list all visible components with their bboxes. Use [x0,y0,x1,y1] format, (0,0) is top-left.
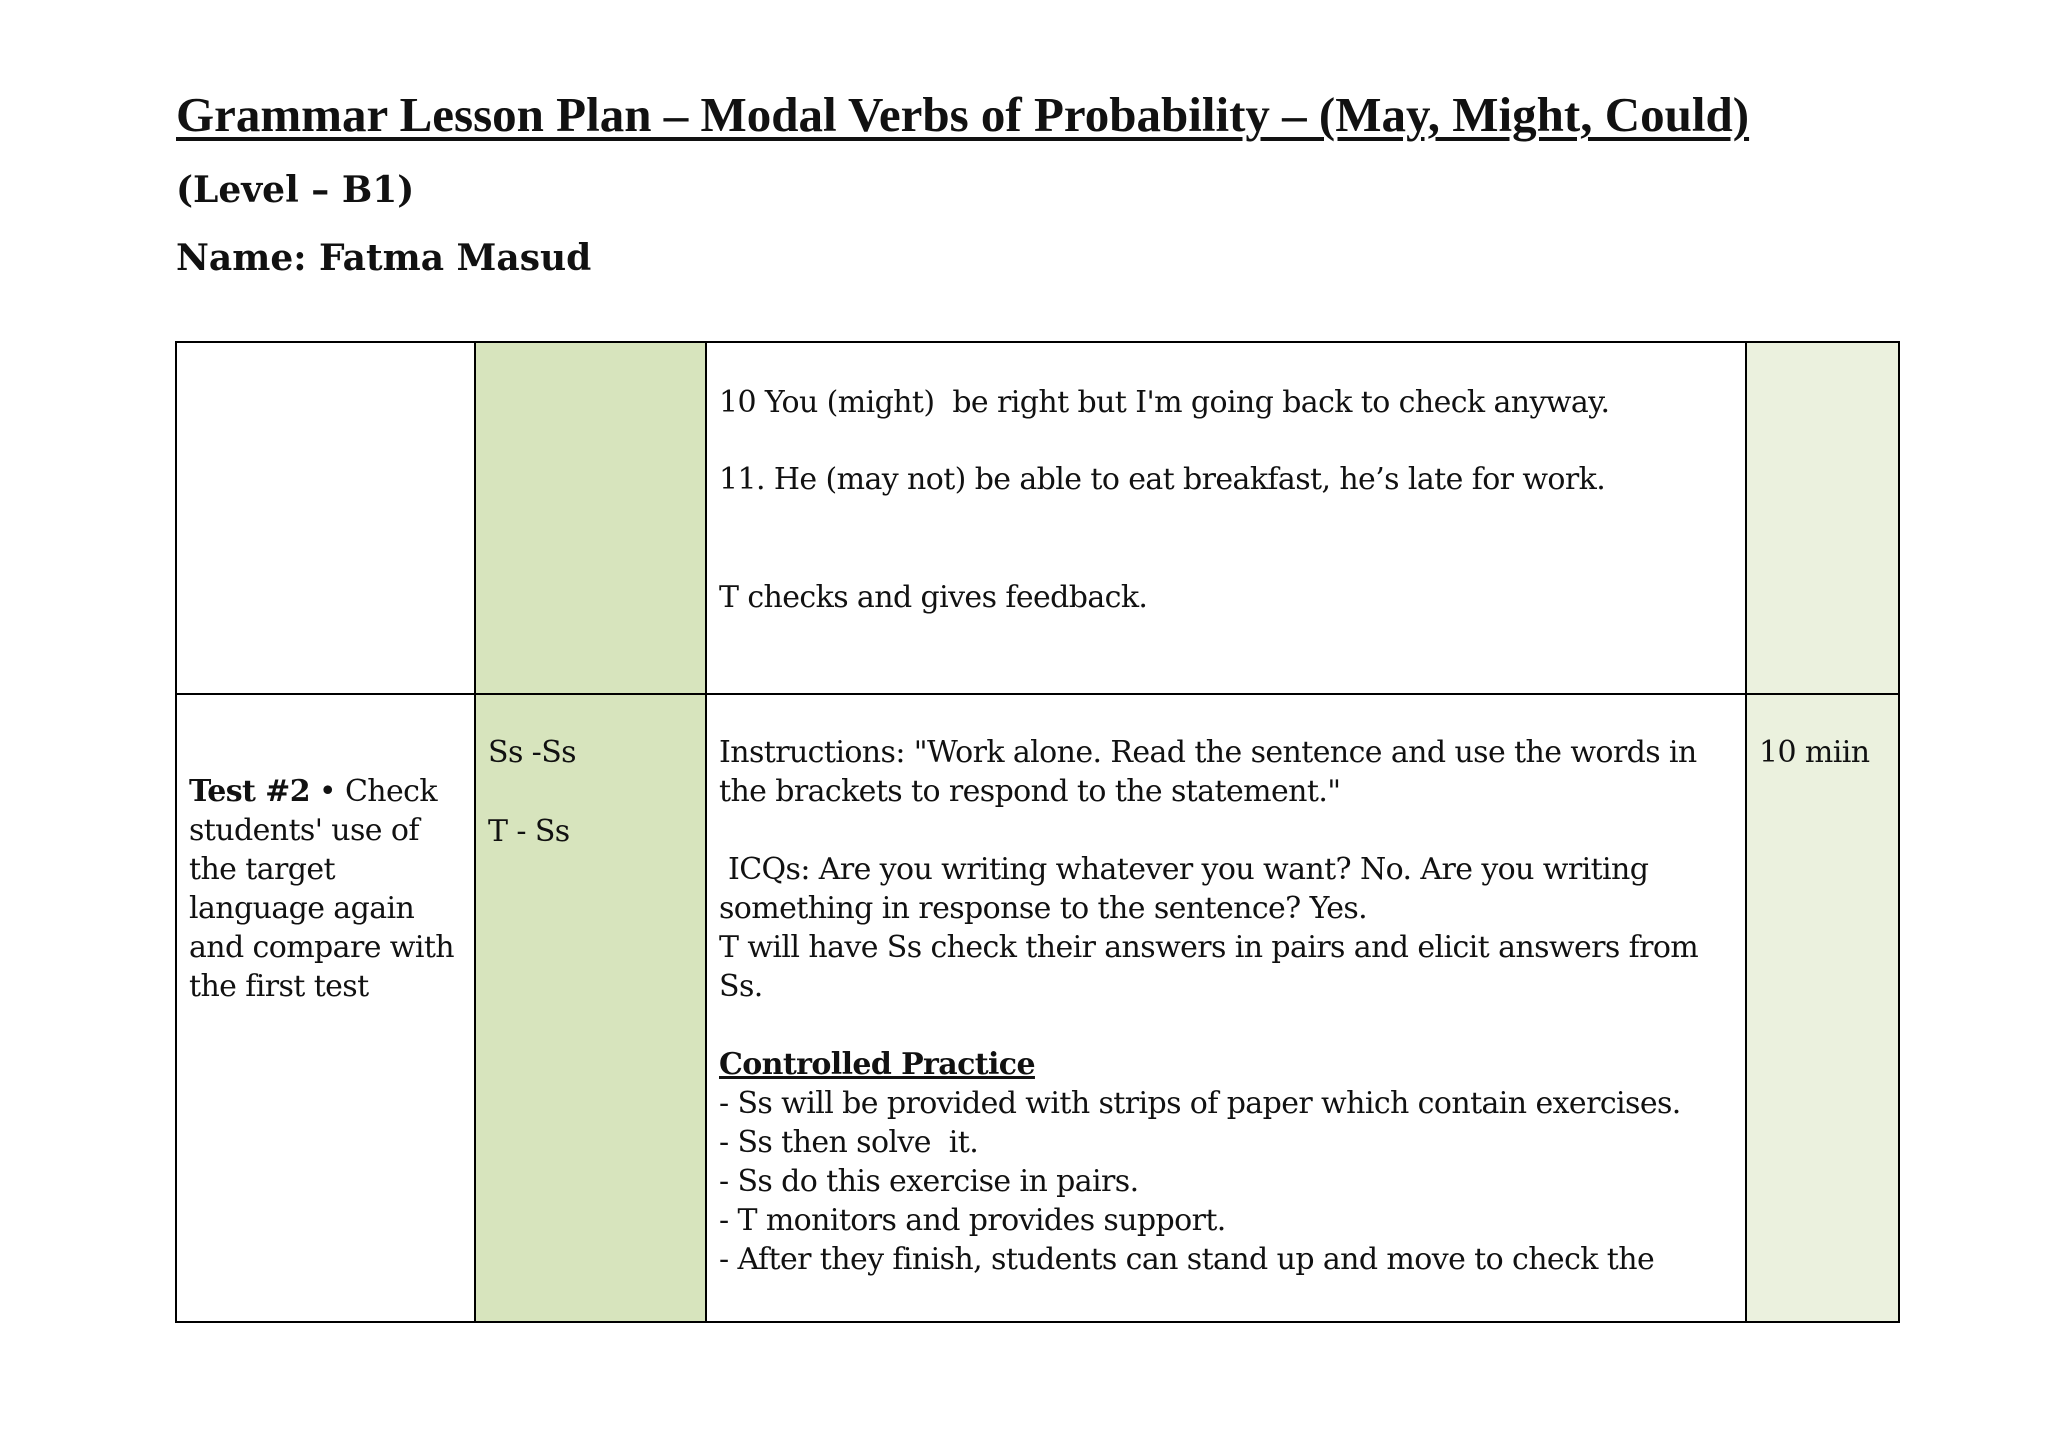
author-name: Name: Fatma Masud [176,237,592,279]
lesson-plan-table [175,341,1900,1323]
interaction-cell [475,342,706,694]
practice-step: - After they finish, students can stand up and move to check the [719,1242,1655,1277]
practice-step: - Ss then solve it. [719,1125,979,1160]
level-label: (Level – B1) [176,169,415,211]
aim-cell [176,694,475,1322]
pairs-check-text: T will have Ss check their answers in pairs and elicit answers from Ss. [719,930,1708,1004]
controlled-practice-heading: Controlled Practice [719,1047,1035,1082]
aim-text: • Check students' use of the target language again and compare with the first test [189,774,455,1004]
table-row [176,694,1899,1322]
procedure-line: 11. He (may not) be able to eat breakfast, he’s late for work. [719,462,1606,497]
instructions-text: Instructions: "Work alone. Read the sentence and use the words in the brackets to respond to the statement." [719,735,1706,809]
interaction-pattern: T - Ss [488,814,570,849]
interaction-content [476,695,705,851]
procedure-line: 10 You (might) be right but I'm going back to check anyway. [719,385,1610,420]
aim-content [177,695,474,1006]
procedure-cell [706,342,1746,694]
interaction-pattern: Ss -Ss [488,735,576,770]
procedure-line: T checks and gives feedback. [719,580,1148,615]
time-cell [1746,694,1899,1322]
icqs-text: ICQs: Are you writing whatever you want? No. Are you writing something in response to the sentence? Yes. [719,852,1658,926]
aim-cell [176,342,475,694]
practice-step: - Ss do this exercise in pairs. [719,1164,1139,1199]
interaction-cell [475,694,706,1322]
procedure-content [707,343,1745,617]
page-title: Grammar Lesson Plan – Modal Verbs of Probability – (May, Might, Could) [176,87,1750,142]
table-row [176,342,1899,694]
time-cell [1746,342,1899,694]
practice-step: - T monitors and provides support. [719,1203,1226,1238]
time-text: 10 miin [1759,735,1870,770]
practice-step: - Ss will be provided with strips of paper which contain exercises. [719,1086,1681,1121]
procedure-cell [706,694,1746,1322]
procedure-content [707,695,1745,1321]
stage-label: Test #2 [189,774,310,809]
